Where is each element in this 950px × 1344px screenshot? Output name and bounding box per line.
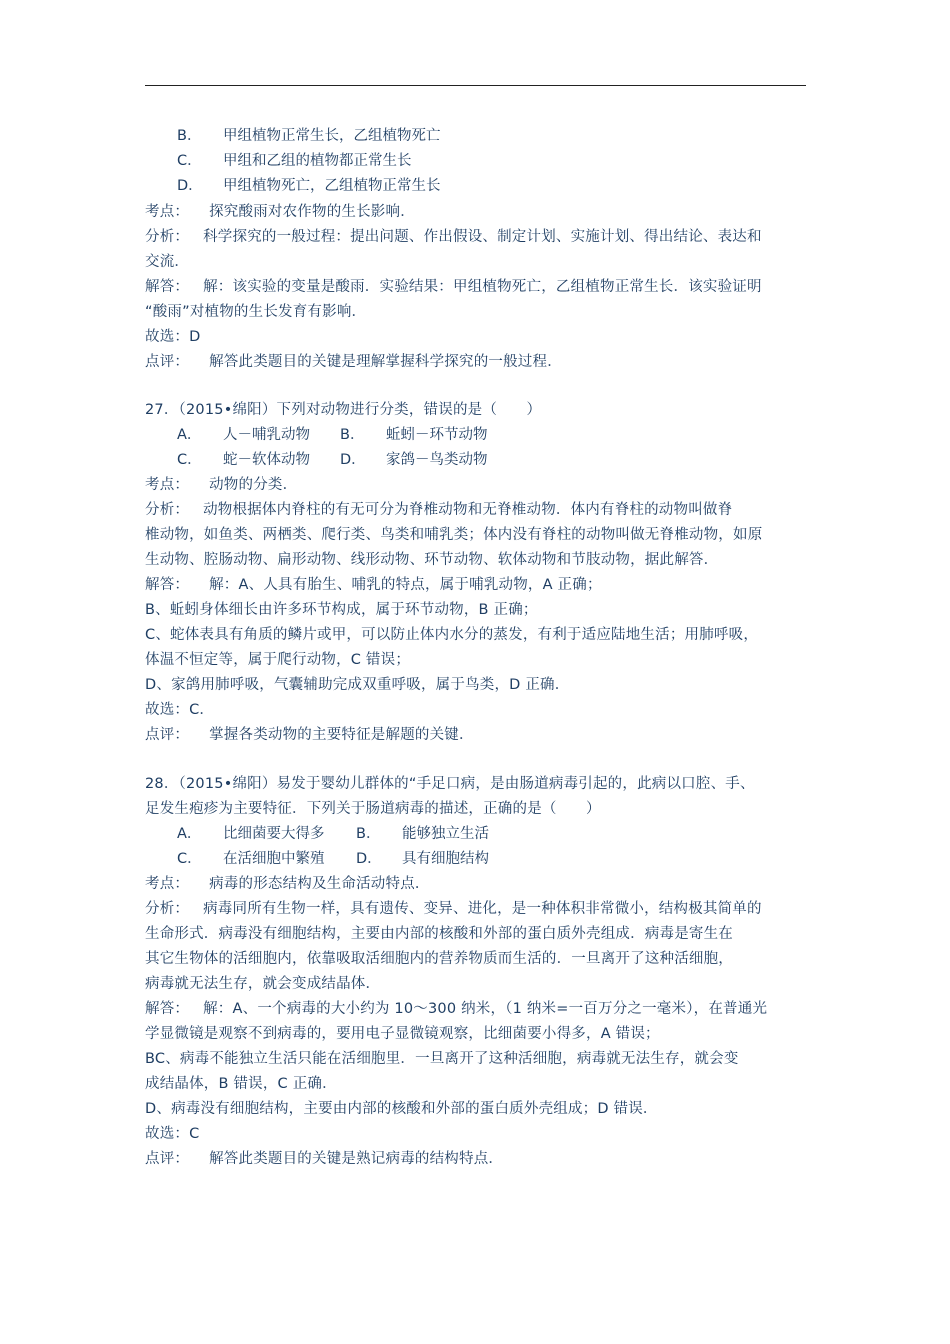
q27-dianping: 点评： 掌握各类动物的主要特征是解题的关键． (145, 727, 474, 743)
q28-jieda-3: BC、病毒不能独立生活只能在活细胞里．一旦离开了这种活细胞，病毒就无法生存，就会变 (145, 1051, 739, 1067)
q27-jieda: 解答： 解：A、人具有胎生、哺乳的特点，属于哺乳动物，A 正确； (145, 577, 602, 593)
q27-jieda-2: B、蚯蚓身体细长由许多环节构成，属于环节动物，B 正确； (145, 602, 538, 618)
q27-jieda-3: C、蛇体表具有角质的鳞片或甲，可以防止体内水分的蒸发，有利于适应陆地生活；用肺呼吸， (145, 627, 759, 643)
q28-option-a: A． 比细菌要大得多 (177, 826, 325, 842)
q26-dianping: 点评： 解答此类题目的关键是理解掌握科学探究的一般过程． (145, 354, 562, 370)
q28-fenxi: 分析： 病毒同所有生物一样，具有遗传、变异、进化，是一种体积非常微小，结构极其简单的 (145, 901, 762, 917)
q26-option-b: B． 甲组植物正常生长，乙组植物死亡 (177, 128, 441, 144)
q28-jieda-4: 成结晶体，B 错误，C 正确． (145, 1076, 337, 1092)
q28-fenxi-3: 其它生物体的活细胞内，依靠吸取活细胞内的营养物质而生活的．一旦离开了这种活细胞， (145, 951, 733, 967)
q26-fenxi: 分析： 科学探究的一般过程：提出问题、作出假设、制定计划、实施计划、得出结论、表达和 (145, 229, 762, 245)
q28-fenxi-4: 病毒就无法生存，就会变成结晶体． (145, 976, 381, 992)
q28-stem-2: 足发生疱疹为主要特征．下列关于肠道病毒的描述，正确的是（ ） (145, 801, 601, 817)
q27-jieda-4: 体温不恒定等，属于爬行动物，C 错误； (145, 652, 411, 668)
q27-fenxi: 分析： 动物根据体内脊柱的有无可分为脊椎动物和无脊椎动物．体内有脊柱的动物叫做脊 (145, 502, 733, 518)
q26-jieda: 解答： 解：该实验的变量是酸雨．实验结果：甲组植物死亡，乙组植物正常生长．该实验证明 (145, 279, 762, 295)
q28-option-b: B． 能够独立生活 (356, 826, 489, 842)
q28-kaodian: 考点： 病毒的形态结构及生命活动特点． (145, 876, 430, 892)
q26-answer: 故选：D (145, 329, 201, 345)
q27-option-a: A． 人－哺乳动物 (177, 427, 310, 443)
q28-jieda: 解答： 解：A、一个病毒的大小约为 10～300 纳米，（1 纳米=一百万分之一毫米），在普通光 (145, 1001, 768, 1017)
q26-kaodian: 考点： 探究酸雨对农作物的生长影响． (145, 204, 415, 220)
q28-option-c: C． 在活细胞中繁殖 (177, 851, 325, 867)
q27-kaodian: 考点： 动物的分类． (145, 477, 298, 493)
q28-option-d: D． 具有细胞结构 (356, 851, 489, 867)
q27-option-d: D． 家鸽－鸟类动物 (340, 452, 488, 468)
q27-option-b: B． 蚯蚓－环节动物 (340, 427, 488, 443)
q26-fenxi-2: 交流． (145, 254, 190, 270)
q27-jieda-5: D、家鸽用肺呼吸，气囊辅助完成双重呼吸，属于鸟类，D 正确． (145, 677, 570, 693)
q27-fenxi-2: 椎动物，如鱼类、两栖类、爬行类、鸟类和哺乳类；体内没有脊柱的动物叫做无脊椎动物，如原 (145, 527, 763, 543)
q28-answer: 故选：C (145, 1126, 200, 1142)
q27-fenxi-3: 生动物、腔肠动物、扁形动物、线形动物、环节动物、软体动物和节肢动物，据此解答． (145, 552, 719, 568)
q27-answer: 故选：C． (145, 702, 215, 718)
q27-stem: 27．（2015•绵阳）下列对动物进行分类，错误的是（ ） (145, 402, 542, 418)
q26-option-c: C． 甲组和乙组的植物都正常生长 (177, 153, 412, 169)
q28-dianping: 点评： 解答此类题目的关键是熟记病毒的结构特点． (145, 1151, 504, 1167)
q26-jieda-2: “酸雨”对植物的生长发育有影响． (145, 304, 367, 320)
q28-fenxi-2: 生命形式．病毒没有细胞结构，主要由内部的核酸和外部的蛋白质外壳组成．病毒是寄生在 (145, 926, 733, 942)
q28-jieda-5: D、病毒没有细胞结构，主要由内部的核酸和外部的蛋白质外壳组成；D 错误． (145, 1101, 658, 1117)
q28-stem: 28．（2015•绵阳）易发于婴幼儿群体的“手足口病，是由肠道病毒引起的，此病以口腔、手、 (145, 776, 755, 792)
header-rule (145, 85, 806, 86)
q28-jieda-2: 学显微镜是观察不到病毒的，要用电子显微镜观察，比细菌要小得多，A 错误； (145, 1026, 660, 1042)
q26-option-d: D． 甲组植物死亡，乙组植物正常生长 (177, 178, 441, 194)
q27-option-c: C． 蛇－软体动物 (177, 452, 310, 468)
